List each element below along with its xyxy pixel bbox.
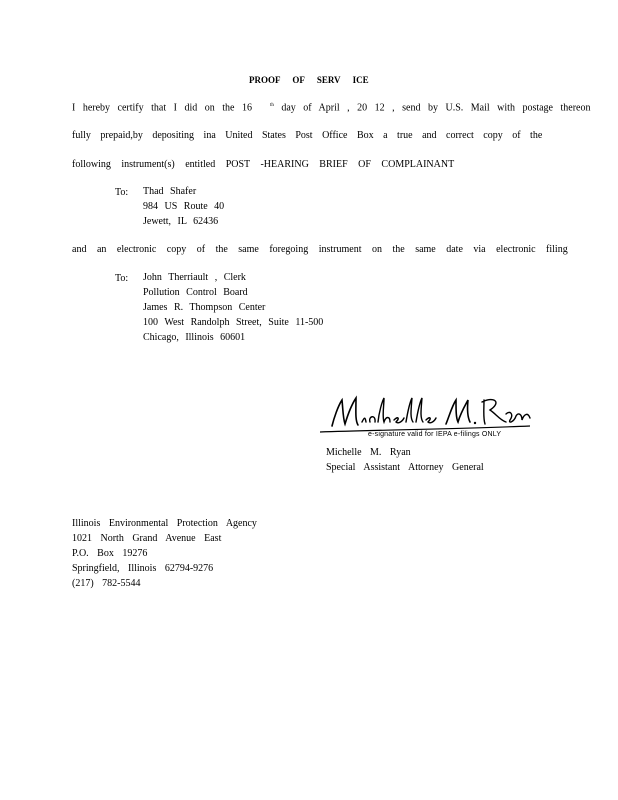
electronic-copy-line: and an electronic copy of the same foregoing instrument on the same date via electronic filing <box>72 244 568 255</box>
recipient-address <box>143 270 323 345</box>
to-label: To: <box>115 187 129 198</box>
address-line: Chicago, Illinois 60601 <box>143 332 246 343</box>
address-line: James R. Thompson Center <box>143 302 266 313</box>
certify-line-1b: day of April , 20 12 , send by U.S. Mail with postage thereon <box>281 102 591 114</box>
signer-title: Special Assistant Attorney General <box>326 462 484 473</box>
signer-name: Michelle M. Ryan <box>326 447 411 458</box>
agency-po-box: P.O. Box 19276 <box>72 548 148 559</box>
address-line: 100 West Randolph Street, Suite 11-500 <box>143 317 324 328</box>
address-line: Jewett, IL 62436 <box>143 216 219 227</box>
recipient-address <box>143 184 224 229</box>
page-title: PROOF OF SERV ICE <box>249 75 369 85</box>
certify-line-1a: I hereby certify that I did on the 16 <box>72 102 252 114</box>
signer-block <box>326 445 484 475</box>
agency-street: 1021 North Grand Avenue East <box>72 533 222 544</box>
address-line: Pollution Control Board <box>143 287 248 298</box>
signature-note: e-signature valid for IEPA e-filings ONLY <box>368 431 502 438</box>
agency-address <box>72 516 257 591</box>
agency-city: Springfield, Illinois 62794-9276 <box>72 563 214 574</box>
certify-line-2: fully prepaid,by depositing ina United States Post Office Box a true and correct copy of the <box>72 130 543 141</box>
agency-name: Illinois Environmental Protection Agency <box>72 518 257 529</box>
agency-phone: (217) 782-5544 <box>72 578 141 589</box>
to-label: To: <box>115 273 129 284</box>
address-line: John Therriault , Clerk <box>143 272 246 283</box>
address-line: Thad Shafer <box>143 186 197 197</box>
address-line: 984 US Route 40 <box>143 201 225 212</box>
certify-line-1 <box>72 103 590 113</box>
ordinal-suffix: th <box>269 103 274 108</box>
certify-line-3: following instrument(s) entitled POST -HEARING BRIEF OF COMPLAINANT <box>72 159 455 170</box>
